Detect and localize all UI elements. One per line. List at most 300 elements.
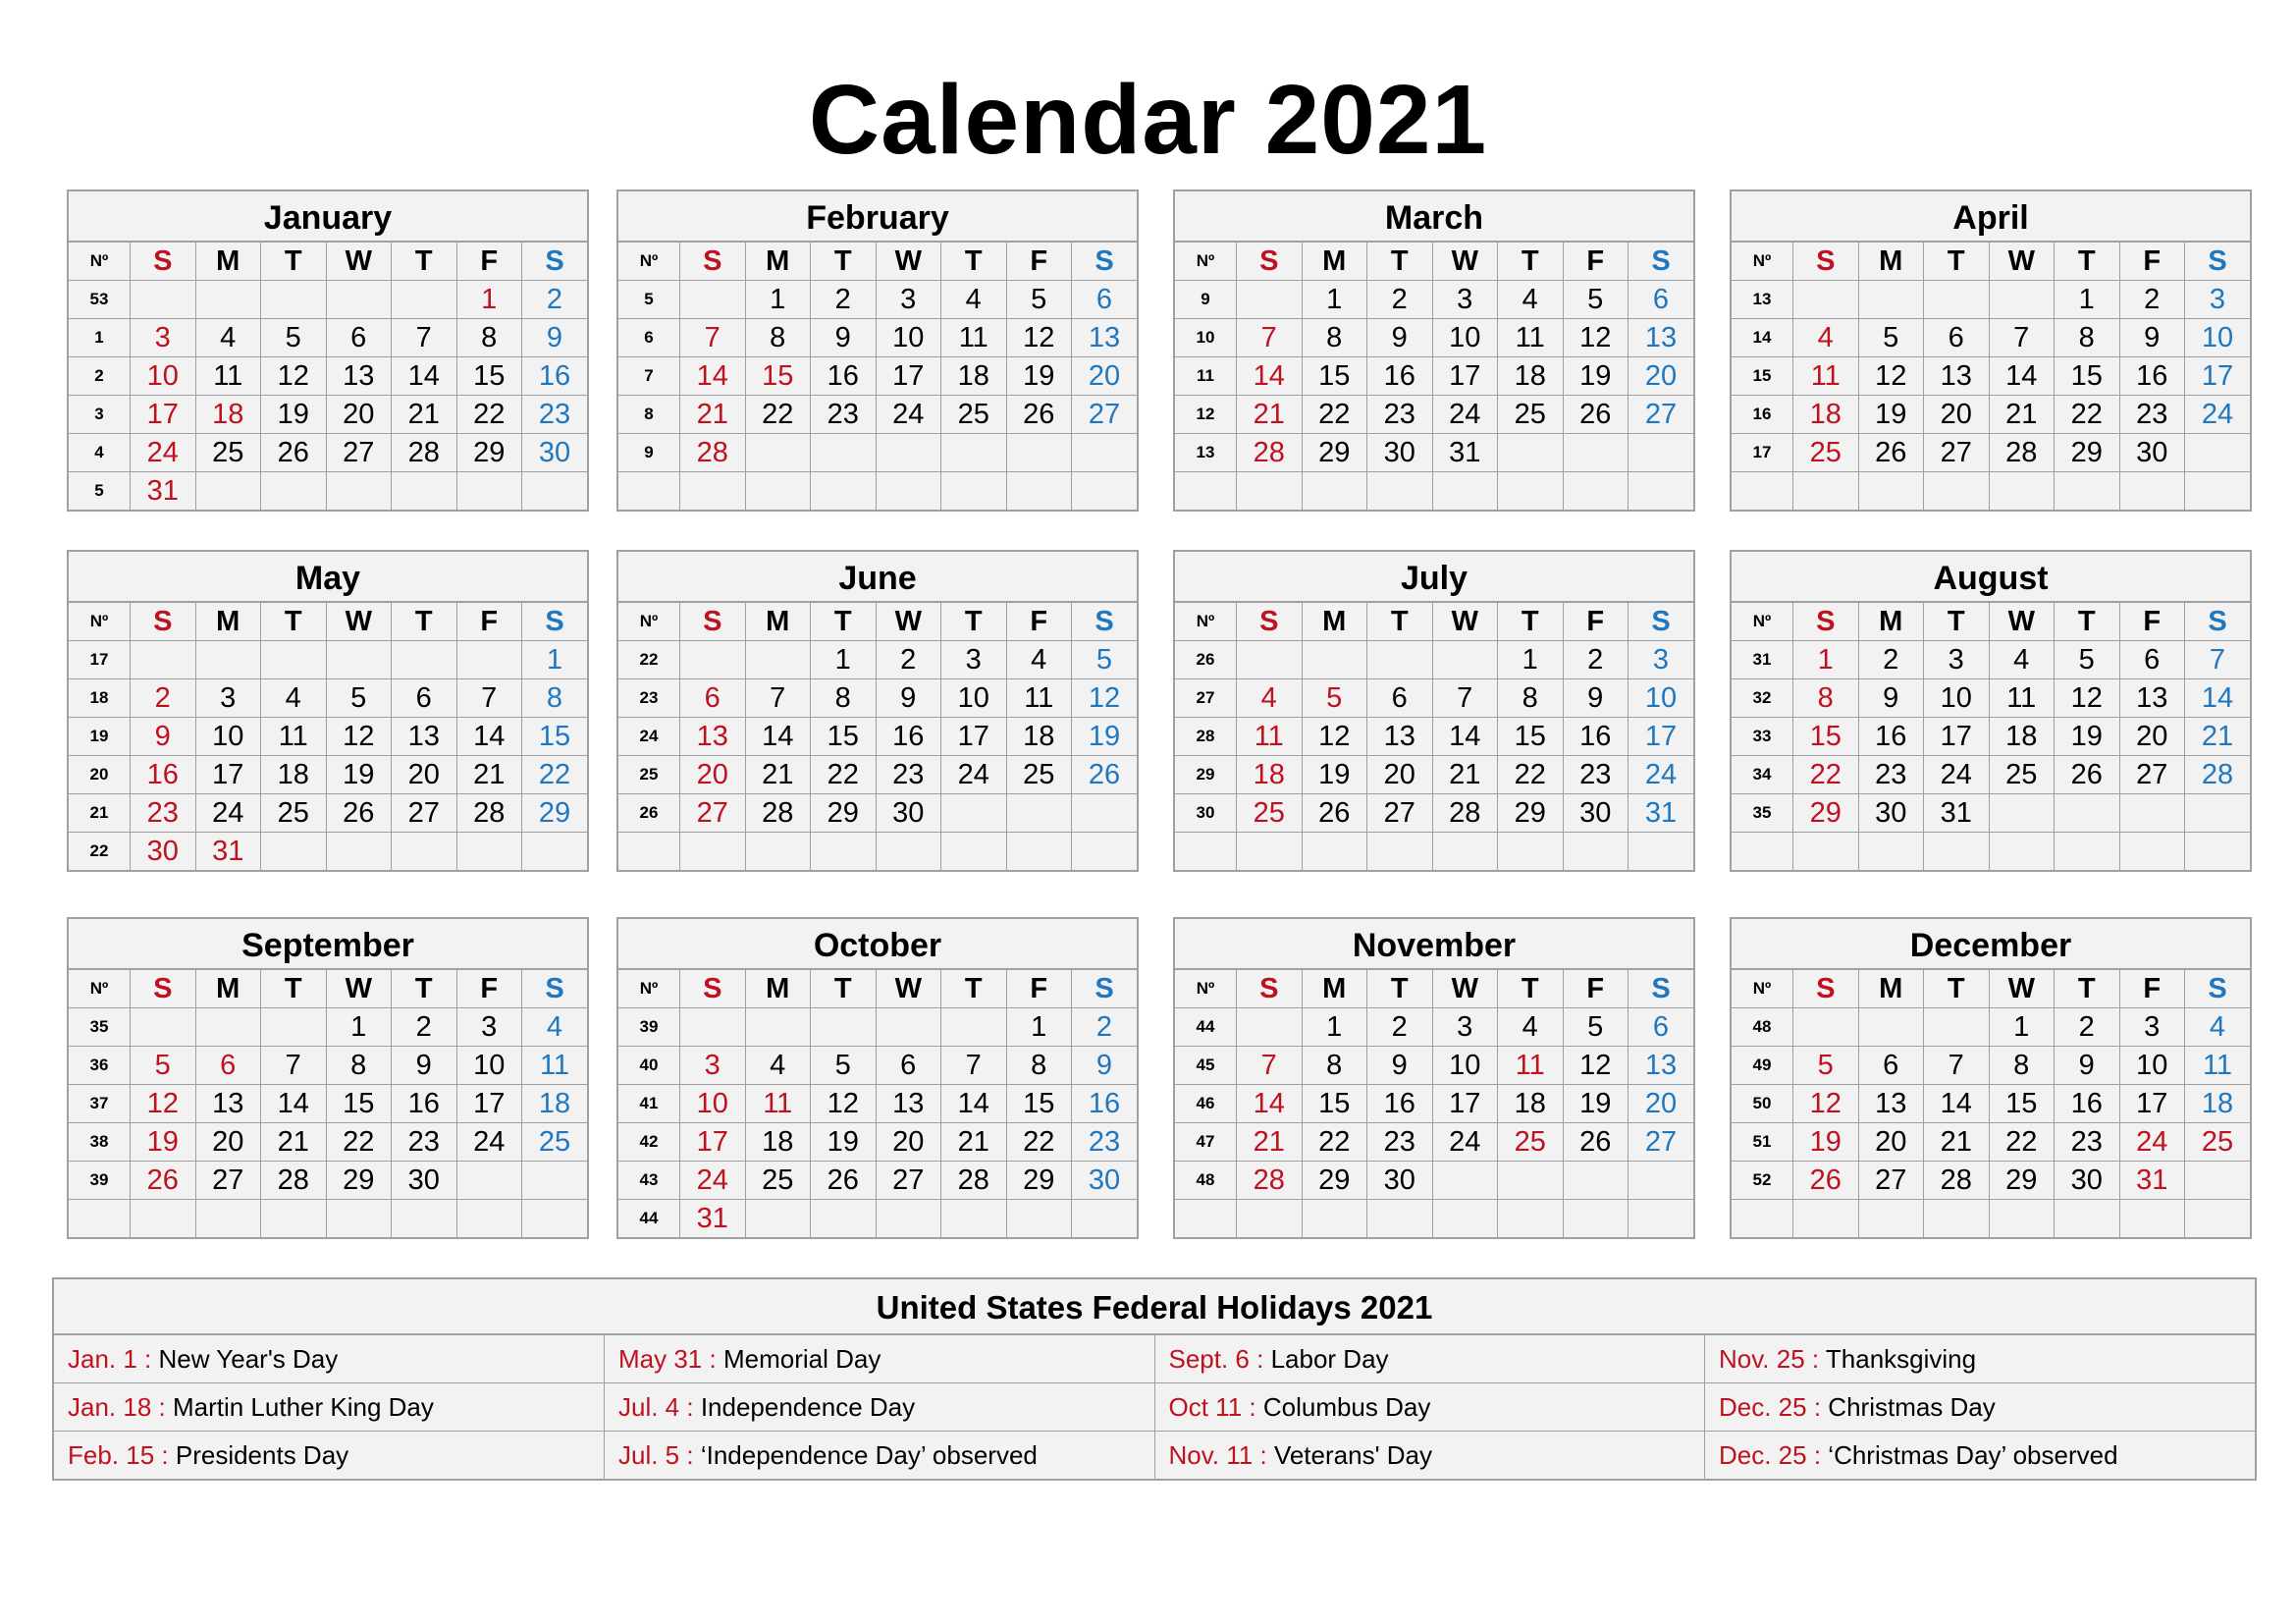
day-cell: 7: [261, 1047, 327, 1085]
day-cell: 28: [2185, 756, 2251, 794]
week-row: [69, 281, 587, 319]
day-cell: 30: [1072, 1162, 1138, 1200]
day-cell: 19: [1302, 756, 1367, 794]
week-number: 8: [618, 396, 680, 434]
week-number: 48: [1732, 1008, 1793, 1047]
day-cell: 18: [1237, 756, 1303, 794]
day-cell: [392, 1200, 457, 1238]
weekday-header: F: [2119, 970, 2185, 1008]
day-cell: [1302, 833, 1367, 871]
day-cell: 25: [941, 396, 1007, 434]
month-grid: [618, 243, 1137, 510]
month-january: [67, 189, 589, 512]
day-cell: 29: [811, 794, 877, 833]
day-cell: [1072, 833, 1138, 871]
day-cell: 4: [941, 281, 1007, 319]
day-cell: 22: [745, 396, 811, 434]
weekday-header: F: [2119, 603, 2185, 641]
day-cell: [1989, 1200, 2055, 1238]
week-row: [1175, 718, 1693, 756]
day-cell: 19: [2055, 718, 2120, 756]
day-cell: 13: [1924, 357, 1990, 396]
day-cell: 11: [1237, 718, 1303, 756]
week-number: [1175, 1200, 1237, 1238]
weekday-header-row: [69, 243, 587, 281]
day-cell: 16: [522, 357, 588, 396]
day-cell: 15: [745, 357, 811, 396]
holiday-cell: [1154, 1383, 1705, 1432]
day-cell: 8: [1006, 1047, 1072, 1085]
week-row: [618, 679, 1137, 718]
day-cell: 31: [1432, 434, 1498, 472]
day-cell: [1237, 472, 1303, 511]
day-cell: 22: [456, 396, 522, 434]
day-cell: 22: [1302, 396, 1367, 434]
day-cell: 28: [392, 434, 457, 472]
day-cell: 6: [392, 679, 457, 718]
week-number: 38: [69, 1123, 131, 1162]
day-cell: [941, 472, 1007, 511]
day-cell: 12: [1793, 1085, 1859, 1123]
day-cell: 1: [1302, 281, 1367, 319]
day-cell: [941, 434, 1007, 472]
weekday-header: W: [326, 243, 392, 281]
day-cell: 27: [1629, 396, 1694, 434]
day-cell: 22: [1302, 1123, 1367, 1162]
day-cell: 21: [680, 396, 746, 434]
weekday-header: W: [1989, 970, 2055, 1008]
day-cell: 17: [2185, 357, 2251, 396]
day-cell: [195, 1008, 261, 1047]
day-cell: 12: [326, 718, 392, 756]
day-cell: [745, 1008, 811, 1047]
day-cell: 8: [326, 1047, 392, 1085]
holiday-cell: [1154, 1335, 1705, 1383]
day-cell: [195, 281, 261, 319]
week-number: 3: [69, 396, 131, 434]
day-cell: 14: [392, 357, 457, 396]
day-cell: [1924, 281, 1990, 319]
week-row: [1175, 319, 1693, 357]
holiday-cell: [54, 1335, 605, 1383]
week-number: 50: [1732, 1085, 1793, 1123]
day-cell: [811, 434, 877, 472]
day-cell: [1432, 1162, 1498, 1200]
day-cell: 12: [1563, 319, 1629, 357]
weekday-header: F: [1006, 603, 1072, 641]
weekday-header: T: [941, 970, 1007, 1008]
week-row: [1732, 357, 2250, 396]
day-cell: 26: [326, 794, 392, 833]
day-cell: [1563, 1162, 1629, 1200]
weekday-header: T: [1367, 970, 1433, 1008]
week-number: 24: [618, 718, 680, 756]
day-cell: 4: [261, 679, 327, 718]
day-cell: 2: [1858, 641, 1924, 679]
weekday-header: M: [745, 243, 811, 281]
day-cell: [680, 1008, 746, 1047]
weekday-header: T: [1498, 603, 1564, 641]
day-cell: 3: [1629, 641, 1694, 679]
week-row: [1175, 833, 1693, 871]
day-cell: 14: [1432, 718, 1498, 756]
weekday-header: T: [1924, 603, 1990, 641]
holiday-name: Presidents Day: [175, 1439, 349, 1470]
day-cell: 1: [1302, 1008, 1367, 1047]
month-name: February: [618, 191, 1137, 243]
week-row: [618, 1200, 1137, 1238]
day-cell: [1237, 833, 1303, 871]
day-cell: 21: [261, 1123, 327, 1162]
weekday-header: S: [1793, 603, 1859, 641]
week-number: 51: [1732, 1123, 1793, 1162]
day-cell: [680, 472, 746, 511]
day-cell: 8: [1793, 679, 1859, 718]
holiday-cell: [605, 1335, 1155, 1383]
day-cell: 21: [392, 396, 457, 434]
week-row: [618, 357, 1137, 396]
weekday-header: F: [1006, 970, 1072, 1008]
day-cell: [1302, 1200, 1367, 1238]
day-cell: 30: [131, 833, 196, 871]
day-cell: 13: [195, 1085, 261, 1123]
day-cell: 25: [1498, 1123, 1564, 1162]
day-cell: 5: [1858, 319, 1924, 357]
month-grid: [1175, 243, 1693, 510]
day-cell: 7: [456, 679, 522, 718]
day-cell: 31: [131, 472, 196, 511]
day-cell: 20: [680, 756, 746, 794]
day-cell: 17: [1629, 718, 1694, 756]
holiday-name: Independence Day: [700, 1391, 916, 1422]
day-cell: 11: [1989, 679, 2055, 718]
day-cell: 26: [811, 1162, 877, 1200]
day-cell: [2185, 794, 2251, 833]
day-cell: 16: [1367, 357, 1433, 396]
month-april: [1730, 189, 2252, 512]
day-cell: [1924, 1008, 1990, 1047]
day-cell: 24: [2119, 1123, 2185, 1162]
week-row: [618, 794, 1137, 833]
day-cell: [2185, 434, 2251, 472]
day-cell: 15: [1498, 718, 1564, 756]
day-cell: 27: [2119, 756, 2185, 794]
month-grid: [69, 603, 587, 870]
day-cell: 18: [1498, 1085, 1564, 1123]
day-cell: [1072, 1200, 1138, 1238]
day-cell: 14: [745, 718, 811, 756]
day-cell: 30: [1563, 794, 1629, 833]
holiday-row: [54, 1335, 2255, 1383]
week-number: 5: [618, 281, 680, 319]
holiday-name: Veterans' Day: [1273, 1439, 1432, 1470]
day-cell: 21: [745, 756, 811, 794]
day-cell: 12: [2055, 679, 2120, 718]
week-row: [69, 641, 587, 679]
day-cell: 20: [326, 396, 392, 434]
weekday-header: T: [261, 603, 327, 641]
day-cell: 7: [680, 319, 746, 357]
day-cell: 20: [1858, 1123, 1924, 1162]
day-cell: 5: [131, 1047, 196, 1085]
day-cell: [1563, 1200, 1629, 1238]
holidays-title: United States Federal Holidays 2021: [54, 1279, 2255, 1335]
holiday-date: Dec. 25 :: [1719, 1439, 1822, 1470]
day-cell: 2: [1367, 281, 1433, 319]
day-cell: 28: [1924, 1162, 1990, 1200]
day-cell: [1006, 833, 1072, 871]
day-cell: [1367, 472, 1433, 511]
week-number: [1732, 472, 1793, 511]
day-cell: 20: [195, 1123, 261, 1162]
day-cell: 3: [876, 281, 941, 319]
week-row: [618, 472, 1137, 511]
day-cell: 14: [2185, 679, 2251, 718]
weekday-header: F: [456, 970, 522, 1008]
week-number: 29: [1175, 756, 1237, 794]
day-cell: 1: [1793, 641, 1859, 679]
day-cell: 10: [1924, 679, 1990, 718]
weekday-header: W: [1989, 243, 2055, 281]
weekday-header: S: [2185, 603, 2251, 641]
day-cell: 16: [811, 357, 877, 396]
day-cell: 16: [876, 718, 941, 756]
day-cell: 6: [680, 679, 746, 718]
day-cell: 10: [876, 319, 941, 357]
month-grid: [1175, 603, 1693, 870]
day-cell: 14: [1924, 1085, 1990, 1123]
weekday-header: S: [131, 243, 196, 281]
day-cell: 10: [2119, 1047, 2185, 1085]
week-number: 35: [69, 1008, 131, 1047]
week-number: 17: [69, 641, 131, 679]
week-row: [1175, 1123, 1693, 1162]
day-cell: 26: [2055, 756, 2120, 794]
day-cell: [680, 281, 746, 319]
week-row: [69, 679, 587, 718]
week-number: 18: [69, 679, 131, 718]
month-august: [1730, 550, 2252, 872]
day-cell: 16: [1072, 1085, 1138, 1123]
weekday-header: S: [131, 970, 196, 1008]
day-cell: 1: [522, 641, 588, 679]
day-cell: 19: [326, 756, 392, 794]
day-cell: [1302, 641, 1367, 679]
day-cell: 16: [392, 1085, 457, 1123]
day-cell: [131, 1008, 196, 1047]
day-cell: 7: [1432, 679, 1498, 718]
day-cell: 26: [1302, 794, 1367, 833]
day-cell: 24: [876, 396, 941, 434]
day-cell: 1: [811, 641, 877, 679]
week-number: 48: [1175, 1162, 1237, 1200]
day-cell: 30: [1858, 794, 1924, 833]
week-row: [1732, 1200, 2250, 1238]
month-name: January: [69, 191, 587, 243]
day-cell: 23: [2119, 396, 2185, 434]
holiday-name: Thanksgiving: [1825, 1343, 1977, 1374]
weekday-header: T: [392, 970, 457, 1008]
month-july: [1173, 550, 1695, 872]
day-cell: [392, 281, 457, 319]
week-number: 6: [618, 319, 680, 357]
week-row: [1732, 281, 2250, 319]
day-cell: [2055, 833, 2120, 871]
week-row: [69, 1085, 587, 1123]
week-number: 14: [1732, 319, 1793, 357]
week-row: [618, 1085, 1137, 1123]
day-cell: [1432, 1200, 1498, 1238]
day-cell: 19: [1563, 357, 1629, 396]
day-cell: 6: [2119, 641, 2185, 679]
week-number: 25: [618, 756, 680, 794]
day-cell: 26: [1563, 396, 1629, 434]
week-row: [69, 434, 587, 472]
week-row: [1732, 1123, 2250, 1162]
day-cell: 12: [1072, 679, 1138, 718]
day-cell: 7: [1989, 319, 2055, 357]
day-cell: 15: [522, 718, 588, 756]
week-number-header: Nº: [618, 243, 680, 281]
day-cell: 5: [1793, 1047, 1859, 1085]
day-cell: 10: [195, 718, 261, 756]
day-cell: 25: [1237, 794, 1303, 833]
day-cell: [941, 833, 1007, 871]
day-cell: [1432, 472, 1498, 511]
day-cell: 12: [1302, 718, 1367, 756]
day-cell: [522, 833, 588, 871]
day-cell: 29: [1302, 1162, 1367, 1200]
day-cell: 23: [1367, 1123, 1433, 1162]
day-cell: 25: [1006, 756, 1072, 794]
day-cell: 8: [456, 319, 522, 357]
day-cell: 24: [1432, 1123, 1498, 1162]
day-cell: 21: [1989, 396, 2055, 434]
week-number: 26: [1175, 641, 1237, 679]
day-cell: [326, 833, 392, 871]
day-cell: [941, 794, 1007, 833]
day-cell: 14: [680, 357, 746, 396]
weekday-header: M: [195, 970, 261, 1008]
day-cell: 5: [811, 1047, 877, 1085]
week-row: [69, 1200, 587, 1238]
day-cell: 30: [1367, 1162, 1433, 1200]
day-cell: 20: [392, 756, 457, 794]
weekday-header: M: [1858, 243, 1924, 281]
weekday-header-row: [69, 603, 587, 641]
day-cell: 28: [1432, 794, 1498, 833]
day-cell: 11: [261, 718, 327, 756]
week-number: 39: [69, 1162, 131, 1200]
day-cell: 28: [941, 1162, 1007, 1200]
day-cell: 4: [1498, 1008, 1564, 1047]
day-cell: 17: [1924, 718, 1990, 756]
day-cell: 29: [2055, 434, 2120, 472]
day-cell: 27: [195, 1162, 261, 1200]
day-cell: [131, 641, 196, 679]
holidays-table: [54, 1335, 2255, 1479]
day-cell: [1237, 1008, 1303, 1047]
day-cell: [1793, 833, 1859, 871]
day-cell: 21: [456, 756, 522, 794]
weekday-header: W: [326, 603, 392, 641]
day-cell: [1498, 1200, 1564, 1238]
holiday-date: Sept. 6 :: [1168, 1343, 1264, 1374]
day-cell: 20: [1367, 756, 1433, 794]
day-cell: 25: [522, 1123, 588, 1162]
week-row: [69, 1162, 587, 1200]
week-row: [69, 756, 587, 794]
week-row: [1732, 756, 2250, 794]
week-number: 27: [1175, 679, 1237, 718]
day-cell: 9: [1563, 679, 1629, 718]
day-cell: 28: [456, 794, 522, 833]
day-cell: 26: [1006, 396, 1072, 434]
day-cell: 15: [1793, 718, 1859, 756]
day-cell: 12: [1858, 357, 1924, 396]
day-cell: 6: [195, 1047, 261, 1085]
day-cell: [811, 1200, 877, 1238]
week-row: [69, 472, 587, 511]
weekday-header: S: [1237, 970, 1303, 1008]
day-cell: 4: [522, 1008, 588, 1047]
day-cell: 23: [1072, 1123, 1138, 1162]
day-cell: 16: [1367, 1085, 1433, 1123]
day-cell: 25: [1989, 756, 2055, 794]
week-number: 49: [1732, 1047, 1793, 1085]
week-row: [1732, 1085, 2250, 1123]
day-cell: 21: [1237, 396, 1303, 434]
weekday-header: S: [1072, 243, 1138, 281]
week-row: [69, 1123, 587, 1162]
weekday-header: S: [680, 603, 746, 641]
weekday-header: M: [1858, 603, 1924, 641]
day-cell: 10: [1629, 679, 1694, 718]
week-row: [618, 434, 1137, 472]
week-number: 13: [1732, 281, 1793, 319]
day-cell: 13: [1858, 1085, 1924, 1123]
day-cell: 4: [2185, 1008, 2251, 1047]
day-cell: 6: [1858, 1047, 1924, 1085]
week-row: [618, 1008, 1137, 1047]
weekday-header: W: [876, 603, 941, 641]
day-cell: 27: [392, 794, 457, 833]
month-name: April: [1732, 191, 2250, 243]
holiday-date: Jul. 5 :: [618, 1439, 694, 1470]
day-cell: 24: [456, 1123, 522, 1162]
page-title: Calendar 2021: [808, 65, 1488, 175]
day-cell: [811, 472, 877, 511]
month-june: [616, 550, 1139, 872]
week-row: [1175, 1085, 1693, 1123]
week-row: [1175, 1047, 1693, 1085]
day-cell: 18: [261, 756, 327, 794]
week-row: [69, 833, 587, 871]
week-number: 19: [69, 718, 131, 756]
day-cell: 21: [2185, 718, 2251, 756]
weekday-header: M: [195, 243, 261, 281]
day-cell: [876, 833, 941, 871]
weekday-header: S: [522, 970, 588, 1008]
week-row: [618, 718, 1137, 756]
day-cell: 11: [1498, 1047, 1564, 1085]
day-cell: 17: [2119, 1085, 2185, 1123]
weekday-header: S: [680, 970, 746, 1008]
week-number: 47: [1175, 1123, 1237, 1162]
day-cell: 7: [745, 679, 811, 718]
day-cell: 22: [1006, 1123, 1072, 1162]
day-cell: 7: [1237, 1047, 1303, 1085]
